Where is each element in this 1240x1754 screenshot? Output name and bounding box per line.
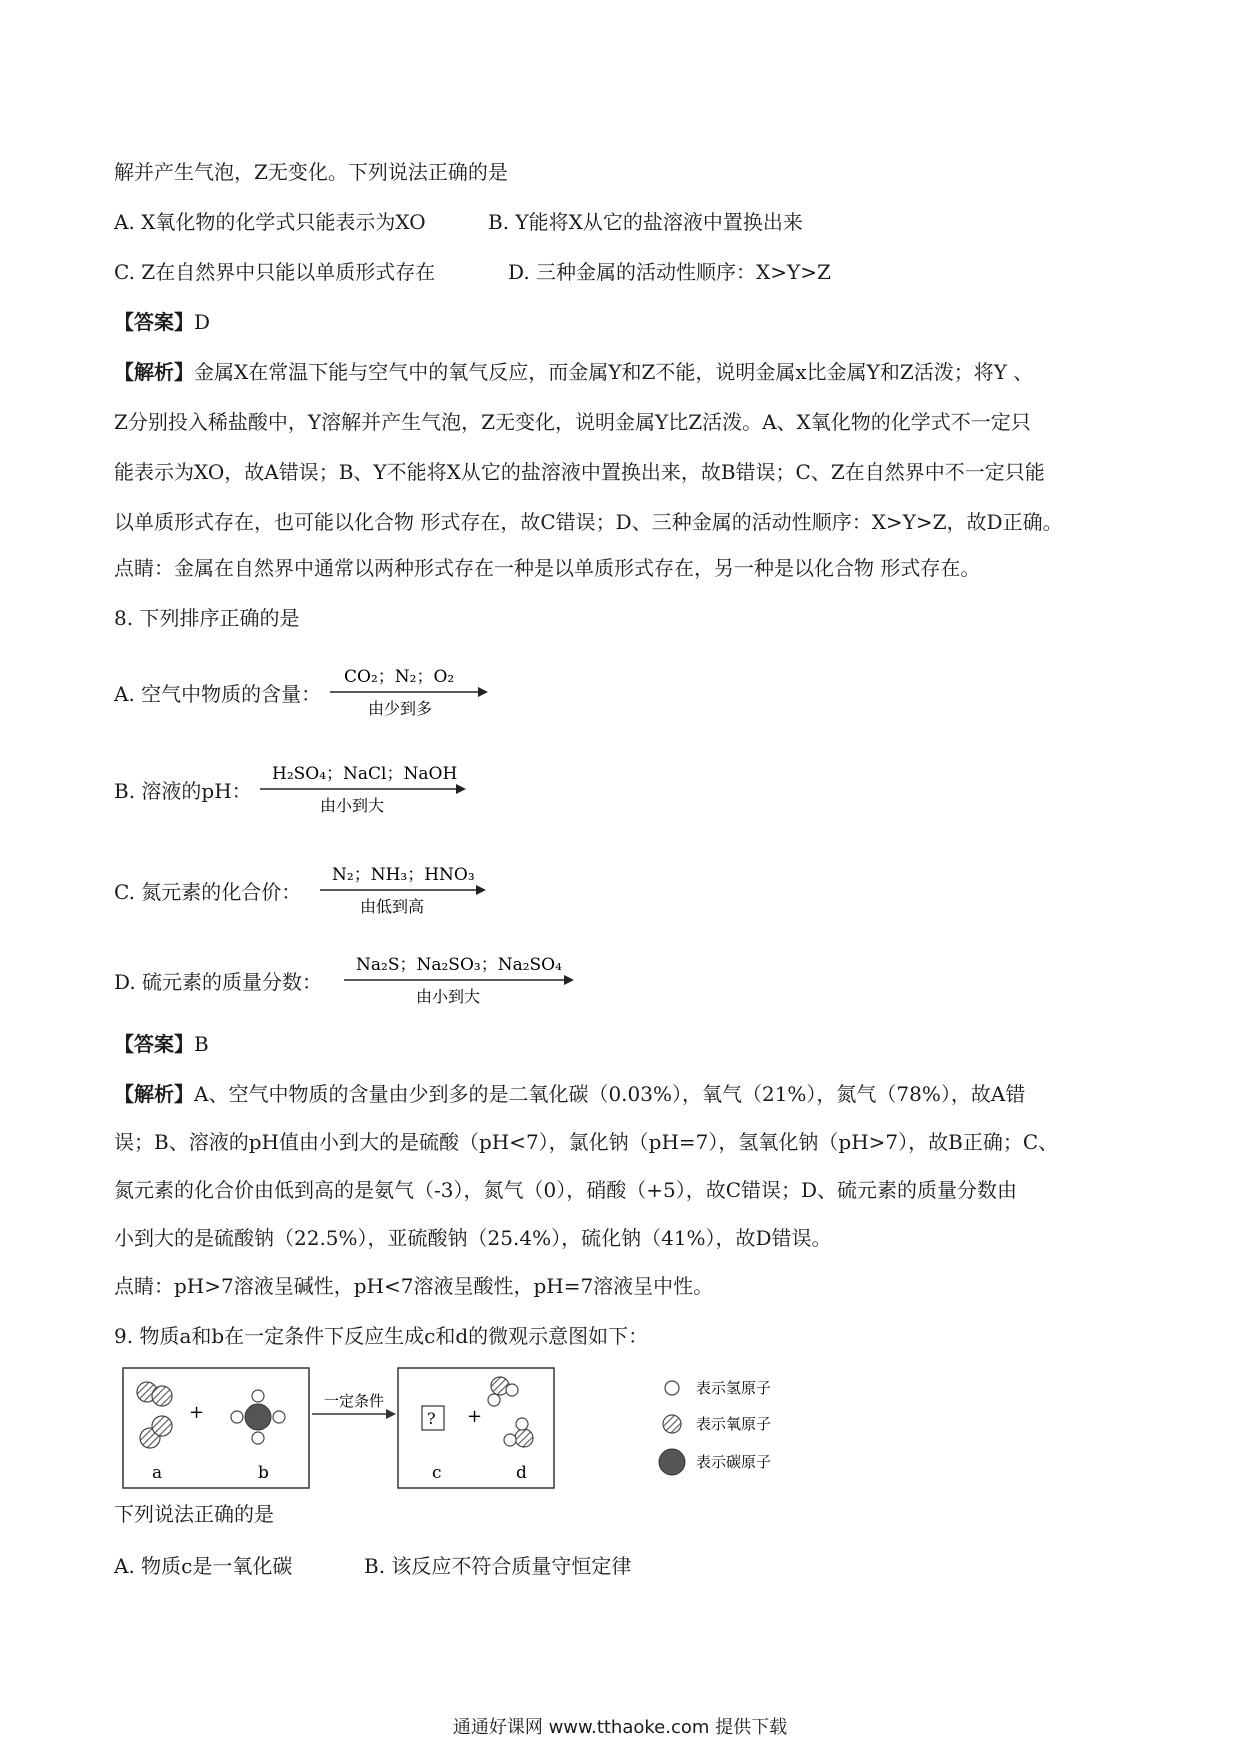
q8-analysis-line-2: 误；B、溶液的pH值由小到大的是硫酸（pH<7），氯化钠（pH=7），氢氧化钠（pH>7），故B正确；C、 (114, 1130, 1059, 1154)
arrow-top-text: Na₂S；Na₂SO₃；Na₂SO₄ (356, 955, 562, 975)
q7-option-d: D. 三种金属的活动性顺序：X>Y>Z (508, 260, 831, 284)
molecule-a-icon (137, 1382, 172, 1448)
q7-analysis-line-4: 以单质形式存在，也可能以化合物 形式存在，故C错误；D、三种金属的活动性顺序：X>Y>Z，故D正确。 (114, 510, 1063, 534)
q8-stem: 8. 下列排序正确的是 (114, 606, 300, 630)
arrow-bottom-text: 由少到多 (368, 699, 433, 718)
answer-label: 【答案】 (114, 1032, 194, 1056)
arrow-bottom-text: 由低到高 (360, 897, 425, 916)
analysis-text: A、空气中物质的含量由少到多的是二氧化碳（0.03%），氧气（21%），氮气（78%），故A错 (194, 1082, 1026, 1106)
q8-tip: 点睛：pH>7溶液呈碱性，pH<7溶液呈酸性，pH=7溶液呈中性。 (114, 1274, 714, 1298)
q8-analysis-line-3: 氮元素的化合价由低到高的是氨气（-3），氮气（0），硝酸（+5），故C错误；D、硫元素的质量分数由 (114, 1178, 1018, 1202)
condition-label: 一定条件 (324, 1392, 385, 1410)
arrow-icon (258, 757, 468, 821)
oxygen-atom-icon (663, 1415, 681, 1433)
analysis-label: 【解析】 (114, 360, 194, 384)
q9-stem: 9. 物质a和b在一定条件下反应生成c和d的微观示意图如下： (114, 1324, 649, 1348)
plus-sign: + (189, 1402, 205, 1423)
q8-analysis-line-4: 小到大的是硫酸钠（22.5%），亚硫酸钠（25.4%），硫化钠（41%），故D错误。 (114, 1226, 832, 1250)
answer-label: 【答案】 (114, 310, 194, 334)
answer-value: D (194, 310, 211, 334)
arrow-top-text: N₂；NH₃；HNO₃ (332, 865, 475, 885)
q7-analysis-line-1 (114, 358, 1033, 386)
q9-option-b: B. 该反应不符合质量守恒定律 (364, 1554, 632, 1578)
q7-answer (114, 308, 210, 336)
arrow-top-text: CO₂；N₂；O₂ (344, 667, 455, 687)
answer-value: B (194, 1032, 209, 1056)
arrow-top-text: H₂SO₄；NaCl；NaOH (272, 764, 458, 784)
arrow-bottom-text: 由小到大 (416, 987, 481, 1006)
option-label: D. 硫元素的质量分数： (114, 970, 323, 994)
arrow-bottom-text: 由小到大 (320, 796, 385, 815)
q9-prompt: 下列说法正确的是 (114, 1502, 274, 1526)
analysis-label: 【解析】 (114, 1082, 194, 1106)
legend-hydrogen: 表示氢原子 (696, 1379, 772, 1397)
q7-stem-tail: 解并产生气泡，Z无变化。下列说法正确的是 (114, 160, 508, 184)
label-c: c (432, 1463, 442, 1483)
molecule-d-icon (488, 1377, 533, 1447)
arrow-icon (386, 1409, 396, 1419)
q7-analysis-line-2: Z分别投入稀盐酸中，Y溶解并产生气泡，Z无变化，说明金属Y比Z活泼。A、X氧化物的化学式不一定只 (114, 410, 1031, 434)
option-label: B. 溶液的pH： (114, 779, 252, 803)
reaction-micro-diagram (122, 1366, 822, 1492)
q8-answer (114, 1030, 209, 1058)
arrow-icon (328, 660, 488, 724)
molecule-b-icon (231, 1390, 285, 1444)
hydrogen-atom-icon (665, 1381, 679, 1395)
arrow-icon (318, 858, 488, 922)
option-label: C. 氮元素的化合价： (114, 880, 302, 904)
plus-sign: + (467, 1406, 483, 1427)
arrow-icon (342, 948, 578, 1012)
carbon-atom-icon (659, 1449, 685, 1475)
label-a: a (152, 1463, 163, 1483)
page-footer: 通通好课网 www.tthaoke.com 提供下载 (452, 1717, 788, 1738)
products-box (398, 1368, 554, 1488)
label-b: b (258, 1463, 269, 1483)
q7-analysis-line-3: 能表示为XO，故A错误；B、Y不能将X从它的盐溶液中置换出来，故B错误；C、Z在自然界中不一定只能 (114, 460, 1045, 484)
option-label: A. 空气中物质的含量： (114, 682, 322, 706)
q7-tip: 点睛：金属在自然界中通常以两种形式存在一种是以单质形式存在，另一种是以化合物 形式存在。 (114, 556, 981, 580)
legend-oxygen: 表示氧原子 (696, 1415, 772, 1433)
question-mark: ? (427, 1409, 436, 1428)
q7-option-b: B. Y能将X从它的盐溶液中置换出来 (488, 210, 803, 234)
q9-option-a: A. 物质c是一氧化碳 (114, 1554, 293, 1578)
legend-carbon: 表示碳原子 (696, 1453, 772, 1471)
q8-analysis-line-1 (114, 1080, 1025, 1108)
q7-option-a: A. X氧化物的化学式只能表示为XO (114, 210, 426, 234)
q7-option-c: C. Z在自然界中只能以单质形式存在 (114, 260, 436, 284)
analysis-text: 金属X在常温下能与空气中的氧气反应，而金属Y和Z不能，说明金属x比金属Y和Z活泼；将Y 、 (194, 360, 1034, 384)
label-d: d (516, 1463, 527, 1483)
